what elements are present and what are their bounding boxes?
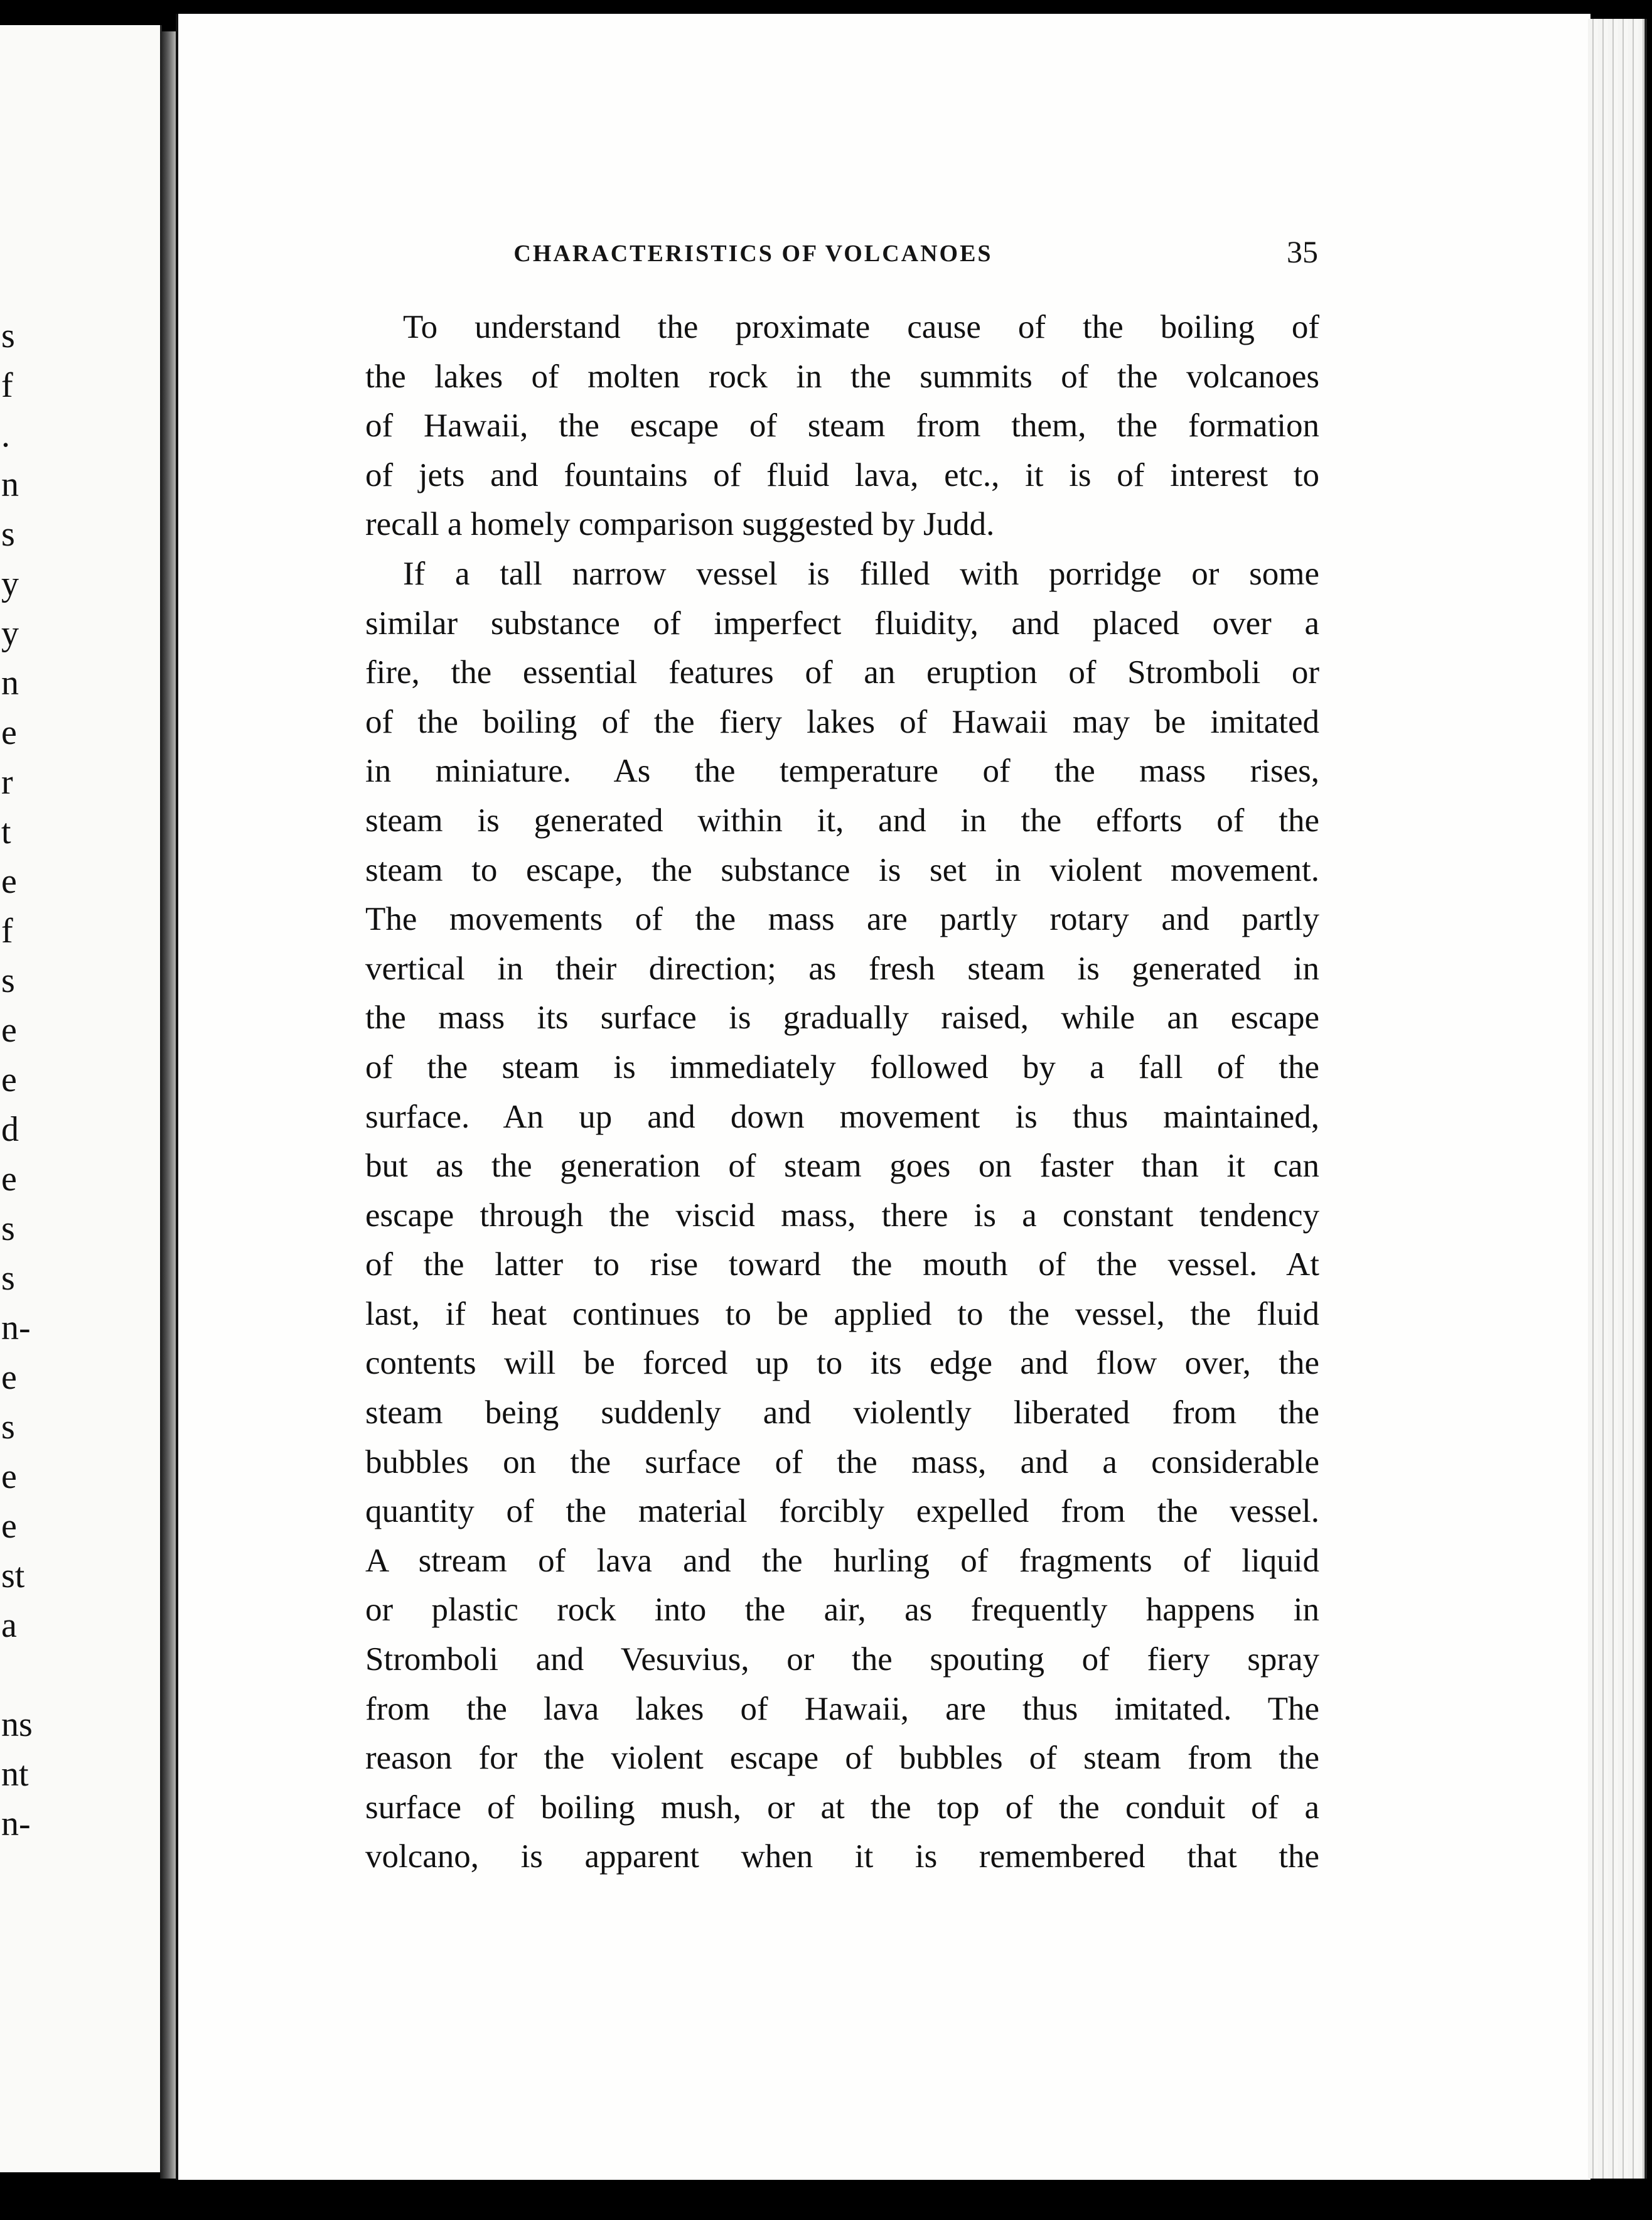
previous-page-fragment: f bbox=[1, 912, 13, 951]
text-line: the lakes of molten rock in the summits of the volcanoes bbox=[365, 358, 1319, 395]
text-line: Stromboli and Vesuvius, or the spouting of fiery spray bbox=[365, 1641, 1319, 1678]
text-line: To understand the proximate cause of the boiling of bbox=[403, 309, 1319, 345]
running-head bbox=[408, 234, 1318, 271]
previous-page-fragment: e bbox=[1, 1457, 17, 1496]
previous-page-fragment: e bbox=[1, 1060, 17, 1099]
text-line: of the latter to rise toward the mouth of the vessel. At bbox=[365, 1246, 1319, 1283]
previous-page-fragment: e bbox=[1, 1011, 17, 1050]
previous-page-fragment: s bbox=[1, 515, 15, 554]
text-line: of the steam is immediately followed by a fall of the bbox=[365, 1048, 1319, 1086]
running-title: CHARACTERISTICS OF VOLCANOES bbox=[513, 240, 993, 267]
text-line: fire, the essential features of an eruption of Stromboli or bbox=[365, 654, 1319, 691]
text-line: quantity of the material forcibly expelled from the vessel. bbox=[365, 1493, 1319, 1530]
previous-page-fragment: e bbox=[1, 1160, 17, 1199]
text-line: steam is generated within it, and in the efforts of the bbox=[365, 802, 1319, 839]
previous-page-fragment: y bbox=[1, 614, 19, 653]
previous-page-fragment: d bbox=[1, 1110, 19, 1149]
previous-page-fragment: e bbox=[1, 713, 17, 752]
previous-page-fragment: s bbox=[1, 1209, 15, 1248]
text-line: volcano, is apparent when it is remembered that the bbox=[365, 1838, 1319, 1875]
page-edge-stack bbox=[1588, 19, 1647, 2179]
previous-page-fragment: st bbox=[1, 1556, 25, 1595]
previous-page-fragment: r bbox=[1, 763, 13, 802]
text-line: the mass its surface is gradually raised, while an escape bbox=[365, 1000, 1319, 1037]
text-line: contents will be forced up to its edge and flow over, the bbox=[365, 1345, 1319, 1382]
text-line: surface. An up and down movement is thus maintained, bbox=[365, 1098, 1319, 1135]
text-line: A stream of lava and the hurling of fragments of liquid bbox=[365, 1542, 1319, 1579]
text-line: similar substance of imperfect fluidity, and placed over a bbox=[365, 605, 1319, 642]
previous-page-fragment: n bbox=[1, 465, 19, 504]
text-line: steam to escape, the substance is set in violent movement. bbox=[365, 851, 1319, 888]
previous-page-fragment: f bbox=[1, 366, 13, 405]
previous-page-fragment: s bbox=[1, 961, 15, 1000]
text-line: If a tall narrow vessel is filled with porridge or some bbox=[403, 555, 1319, 592]
text-line: or plastic rock into the air, as frequently happens in bbox=[365, 1592, 1319, 1629]
previous-page-fragment: s bbox=[1, 1408, 15, 1447]
previous-page-fragment: n- bbox=[1, 1804, 31, 1843]
text-line: last, if heat continues to be applied to the vessel, the fluid bbox=[365, 1295, 1319, 1332]
previous-page-fragment: ns bbox=[1, 1705, 33, 1744]
text-line: reason for the violent escape of bubbles of steam from the bbox=[365, 1740, 1319, 1777]
previous-page-fragment: s bbox=[1, 316, 15, 355]
previous-page-fragment: e bbox=[1, 862, 17, 901]
text-line: from the lava lakes of Hawaii, are thus imitated. The bbox=[365, 1690, 1319, 1727]
text-line: recall a homely comparison suggested by Judd. bbox=[365, 506, 995, 543]
text-line: The movements of the mass are partly rotary and partly bbox=[365, 901, 1319, 938]
text-line: of the boiling of the fiery lakes of Hawaii may be imitated bbox=[365, 703, 1319, 740]
text-line: in miniature. As the temperature of the mass rises, bbox=[365, 753, 1319, 790]
previous-page-fragment: y bbox=[1, 564, 19, 603]
text-line: but as the generation of steam goes on faster than it can bbox=[365, 1148, 1319, 1185]
previous-page-fragment: e bbox=[1, 1507, 17, 1546]
text-line: steam being suddenly and violently liberated from the bbox=[365, 1394, 1319, 1431]
previous-page-fragment: a bbox=[1, 1606, 17, 1645]
previous-page-fragment: n- bbox=[1, 1308, 31, 1347]
text-line: vertical in their direction; as fresh steam is generated in bbox=[365, 950, 1319, 987]
previous-page-fragment: e bbox=[1, 1358, 17, 1397]
text-line: escape through the viscid mass, there is a constant tendency bbox=[365, 1197, 1319, 1234]
previous-page-fragment: t bbox=[1, 812, 11, 851]
text-line: of jets and fountains of fluid lava, etc., it is of interest to bbox=[365, 456, 1319, 493]
previous-page-fragment: s bbox=[1, 1259, 15, 1298]
text-line: surface of boiling mush, or at the top of the conduit of a bbox=[365, 1789, 1319, 1826]
text-line: bubbles on the surface of the mass, and a considerable bbox=[365, 1443, 1319, 1480]
previous-page-fragment: nt bbox=[1, 1755, 29, 1794]
text-line: of Hawaii, the escape of steam from them, the formation bbox=[365, 407, 1319, 445]
page-number: 35 bbox=[1287, 234, 1318, 269]
previous-page-line-endings bbox=[0, 311, 33, 1849]
previous-page-fragment: . bbox=[1, 416, 10, 455]
previous-page-fragment: n bbox=[1, 664, 19, 703]
previous-page-sliver bbox=[0, 25, 162, 2172]
previous-page-fragment bbox=[0, 1651, 25, 1700]
body-text bbox=[365, 303, 1319, 1882]
